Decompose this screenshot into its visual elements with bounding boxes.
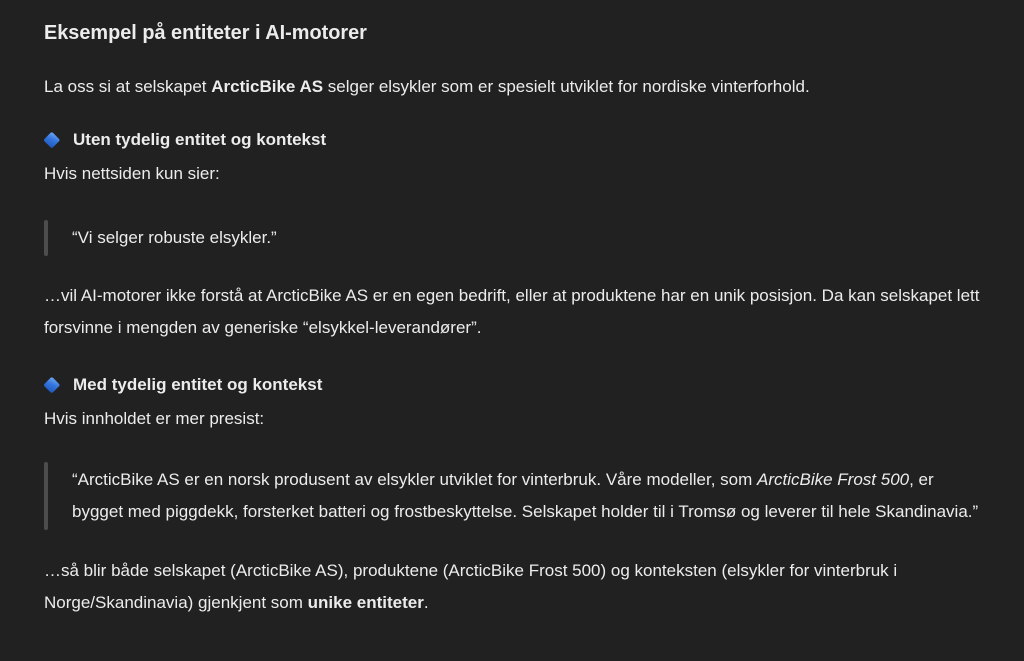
conclusion-pre: …så blir både selskapet (ArcticBike AS), produktene (ArcticBike Frost 500) og konteksten (elsykler for vinterbruk i Norge/Skandinavia) gjenkjent som: [44, 561, 898, 612]
lead-with: Hvis innholdet er mer presist:: [44, 409, 265, 428]
quote-with-pre: “ArcticBike AS er en norsk produsent av elsykler utviklet for vinterbruk. Våre modeller, som: [72, 470, 757, 489]
small-blue-diamond-icon: [44, 132, 60, 148]
lead-without: Hvis nettsiden kun sier:: [44, 164, 220, 183]
subsection-title-without: Uten tydelig entitet og kontekst: [73, 130, 327, 149]
intro-paragraph: [44, 71, 982, 103]
conclusion-post: .: [423, 593, 429, 612]
conclusion-paragraph: [44, 555, 982, 619]
intro-text-pre: La oss si at selskapet: [44, 77, 212, 96]
quote-without-text: “Vi selger robuste elsykler.”: [72, 228, 277, 247]
small-blue-diamond-icon: [44, 377, 60, 393]
quote-with: [44, 462, 982, 530]
analysis-without: …vil AI-motorer ikke forstå at ArcticBike AS er en egen bedrift, eller at produktene har en unik posisjon. Da kan selskapet lett forsvinne i mengden av generiske “elsykkel-leverandører”.: [44, 286, 980, 337]
company-name-bold: ArcticBike AS: [211, 77, 324, 96]
quote-without: [44, 220, 982, 256]
intro-text-post: selger elsykler som er spesielt utviklet for nordiske vinterforhold.: [323, 77, 810, 96]
product-name-italic: ArcticBike Frost 500: [757, 470, 910, 489]
conclusion-bold: unike entiteter: [307, 593, 424, 612]
subsection-heading-with: [44, 369, 982, 401]
subsection-title-with: Med tydelig entitet og kontekst: [73, 375, 323, 394]
quote-with-post: , er bygget med piggdekk, forsterket batteri og frostbeskyttelse. Selskapet holder til i Tromsø og leverer til hele Skandinavia.”: [72, 470, 979, 521]
example-heading: Eksempel på entiteter i AI-motorer: [44, 22, 367, 44]
subsection-heading-without: [44, 124, 982, 156]
